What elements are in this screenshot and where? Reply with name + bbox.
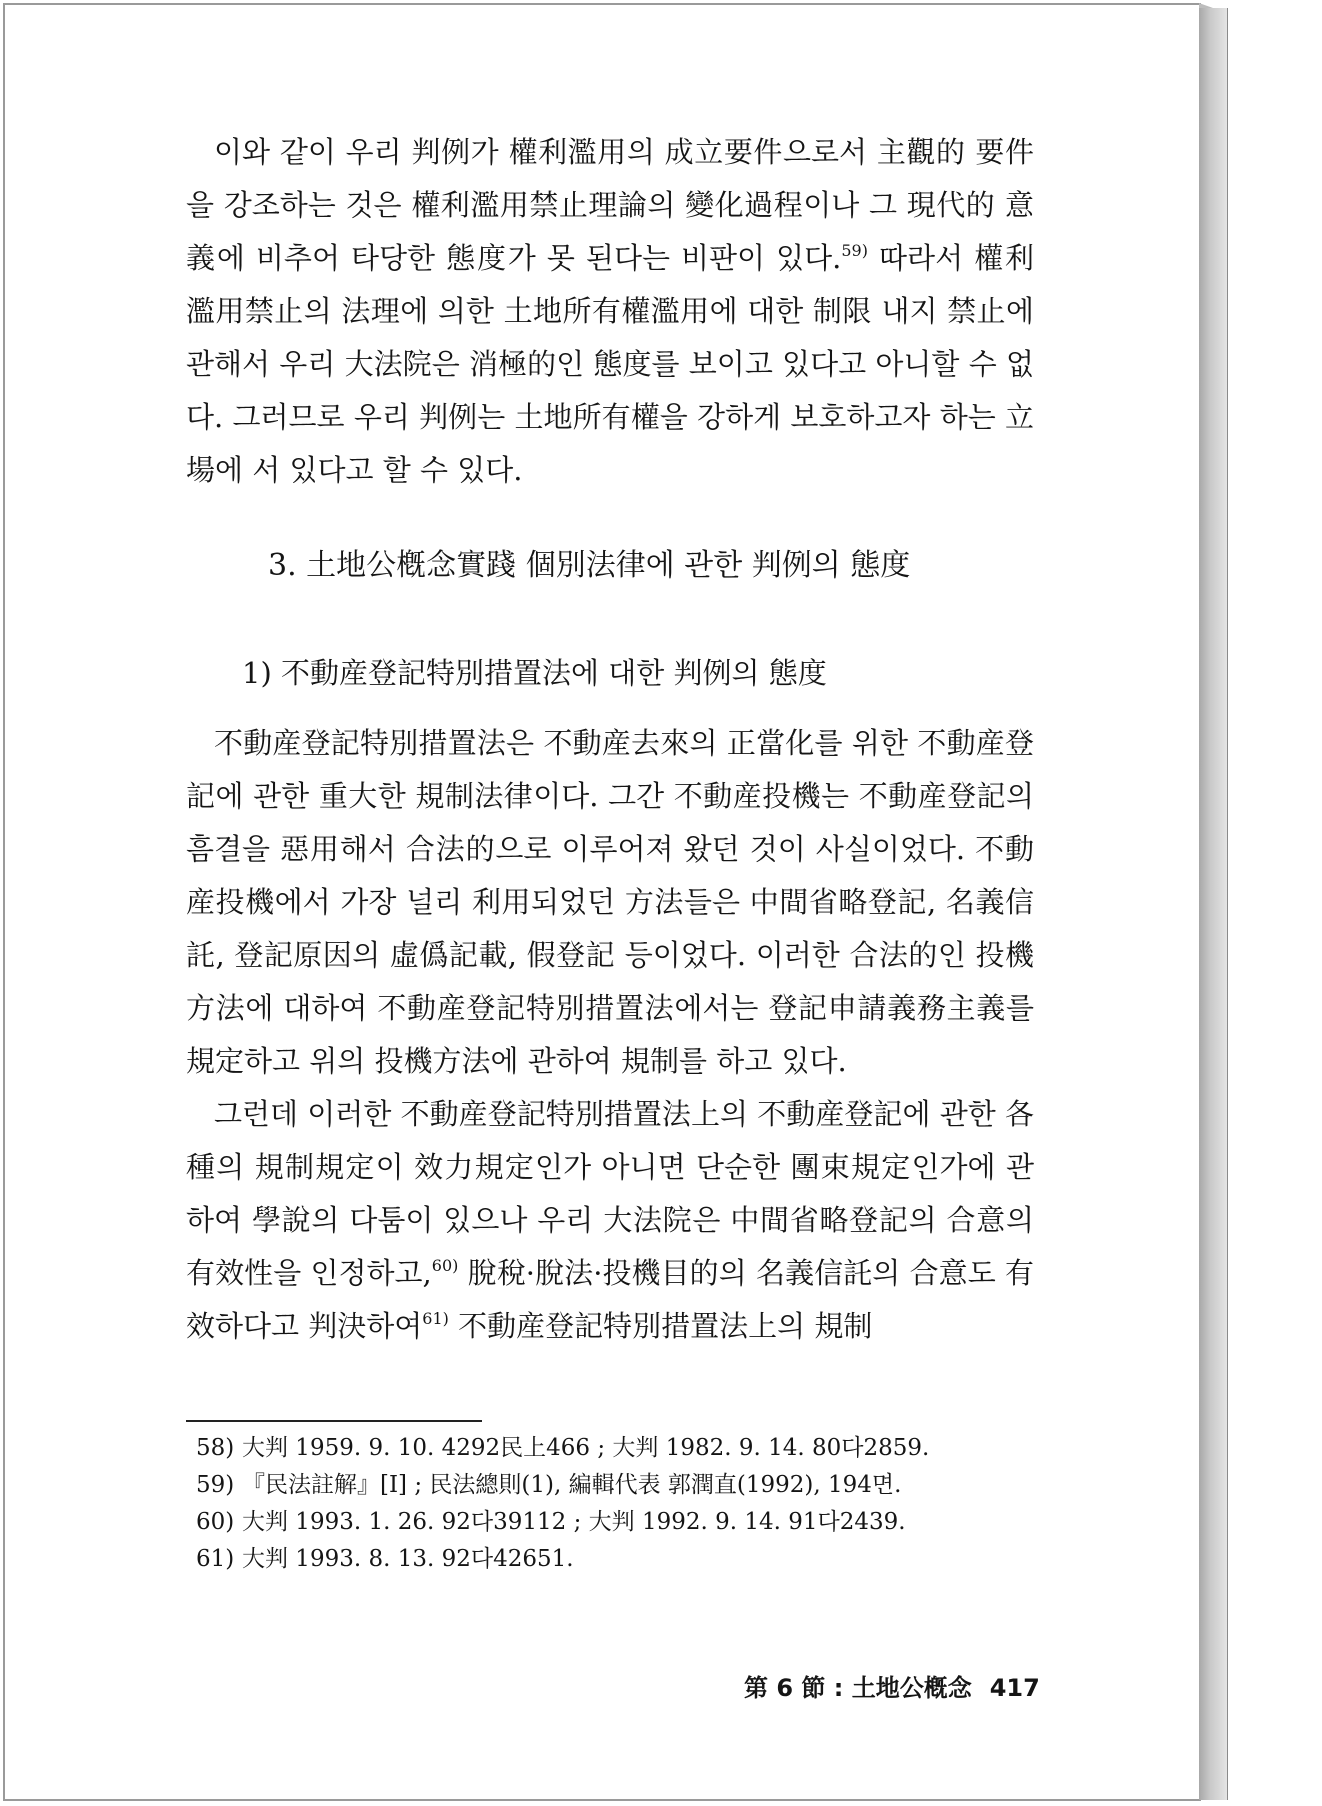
paragraph-1-text-b: 따라서 權利濫用禁止의 法理에 의한 土地所有權濫用에 대한 制限 내지 禁止에 관해서 우리 大法院은 消極的인 態度를 보이고 있다고 아니할 수 없다. 그러므로 우리 判例는 土地所有權을 강하게 보호하고자 하는 立場에 서 있다고 할 수 있다. xyxy=(186,241,1034,487)
footnote-text: 大判 1993. 1. 26. 92다39112 ; 大判 1992. 9. 14. 91다2439. xyxy=(242,1509,906,1535)
paragraph-1-text-a: 이와 같이 우리 判例가 權利濫用의 成立要件으로서 主觀的 要件을 강조하는 것은 權利濫用禁止理論의 變化過程이나 그 現代的 意義에 비추어 타당한 態度가 못 된다는 비판이 있다. xyxy=(186,135,1034,275)
page-stack-edge xyxy=(1199,8,1228,1800)
footnote-61 xyxy=(196,1541,1016,1578)
paragraph-3-text-b: 脫稅·脫法·投機目的의 名義信託의 合意도 有效하다고 判決하여 xyxy=(186,1256,1034,1343)
footnote-divider xyxy=(186,1420,482,1422)
section-heading: 3. 土地公槪念實踐 個別法律에 관한 判例의 態度 xyxy=(268,548,911,583)
footnote-ref-61: 61) xyxy=(422,1309,449,1328)
body-paragraph-2: 不動産登記特別措置法은 不動産去來의 正當化를 위한 不動産登記에 관한 重大한 規制法律이다. 그간 不動産投機는 不動産登記의 흠결을 惡用해서 合法的으로 이루어져 왔던 것이 사실이었다. 不動産投機에서 가장 널리 利用되었던 方法들은 中間省略登記, 名義信託, 登記原因의 虛僞記載, 假登記 등이었다. 이러한 合法的인 投機方法에 대하여 不動産登記特別措置法에서는 登記申請義務主義를 規定하고 위의 投機方法에 관하여 規制를 하고 있다. xyxy=(186,726,1034,1078)
footnote-60 xyxy=(196,1504,1016,1541)
paragraph-3-text-a: 그런데 이러한 不動産登記特別措置法上의 不動産登記에 관한 各種의 規制規定이 效力規定인가 아니면 단순한 團束規定인가에 관하여 學說의 다툼이 있으나 우리 大法院은 中間省略登記의 合意의 有效性을 인정하고, xyxy=(186,1097,1034,1290)
body-paragraphs-2-3 xyxy=(186,717,1034,1353)
body-paragraph-3 xyxy=(186,1088,1034,1353)
page-number: 417 xyxy=(989,1674,1040,1702)
footnote-ref-59: 59) xyxy=(841,241,868,260)
paragraph-3-text-c: 不動産登記特別措置法上의 規制 xyxy=(448,1309,873,1343)
footnotes xyxy=(196,1430,1016,1578)
footer-section-title: 第 6 節 : 土地公槪念 xyxy=(744,1674,972,1702)
footnote-text: 『民法註解』[Ⅰ] ; 民法總則(1), 編輯代表 郭潤直(1992), 194면. xyxy=(242,1472,902,1498)
footnote-59 xyxy=(196,1467,1016,1504)
footnote-number: 59) xyxy=(196,1472,235,1498)
footnote-text: 大判 1993. 8. 13. 92다42651. xyxy=(242,1546,574,1572)
running-footer xyxy=(744,1668,1040,1703)
subsection-heading: 1) 不動産登記特別措置法에 대한 判例의 態度 xyxy=(242,656,827,690)
footnote-text: 大判 1959. 9. 10. 4292民上466 ; 大判 1982. 9. 14. 80다2859. xyxy=(242,1435,930,1461)
body-paragraph-1 xyxy=(186,126,1034,497)
footnote-number: 61) xyxy=(196,1546,235,1572)
footnote-number: 60) xyxy=(196,1509,235,1535)
footnote-58 xyxy=(196,1430,1016,1467)
footnote-number: 58) xyxy=(196,1435,235,1461)
footnote-ref-60: 60) xyxy=(431,1256,459,1275)
